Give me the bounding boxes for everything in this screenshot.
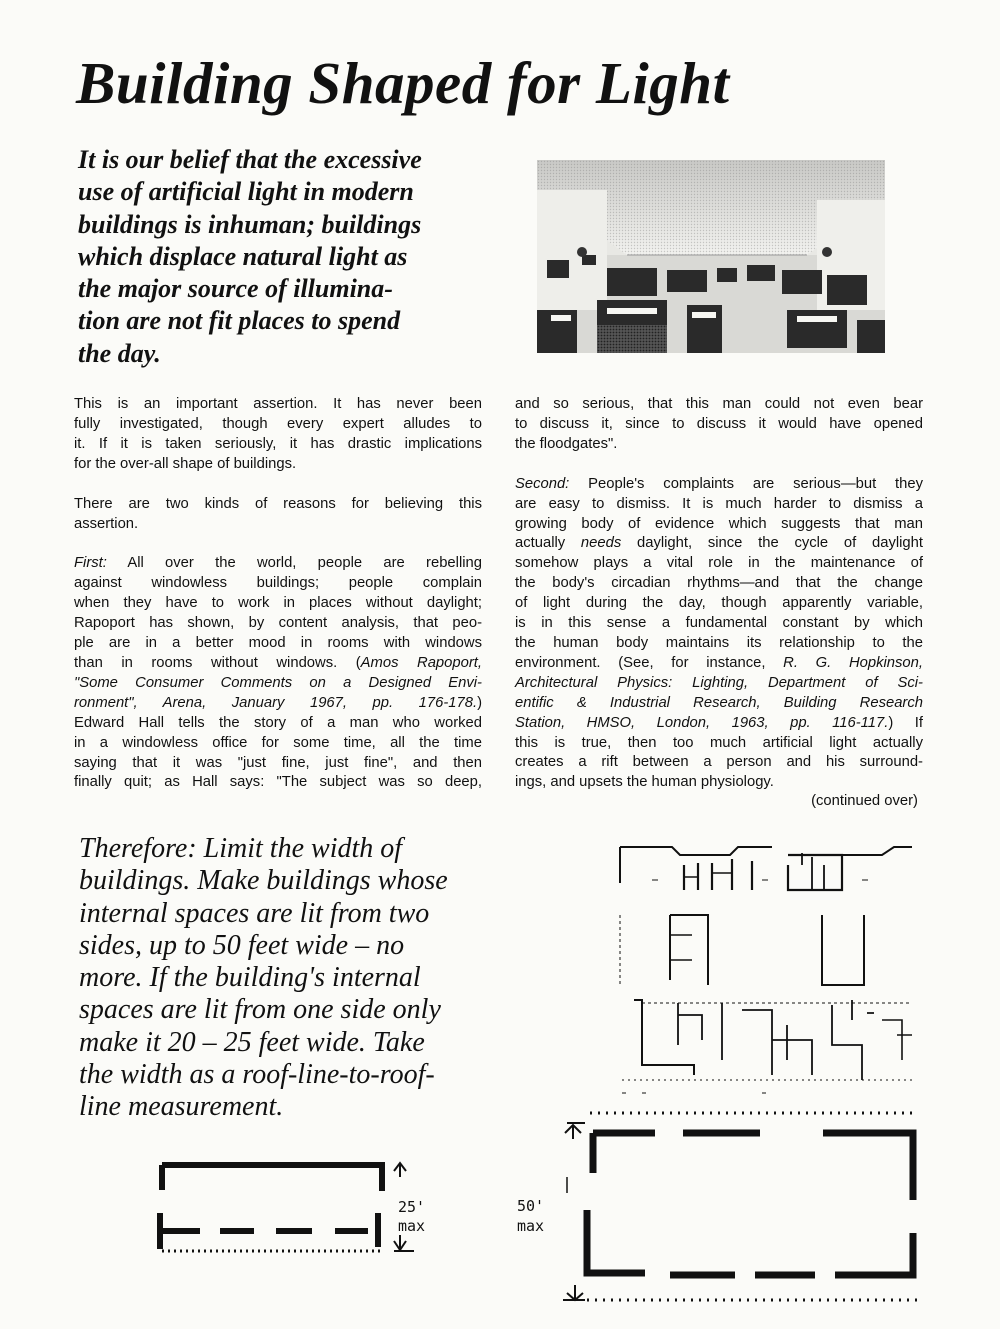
text-line bbox=[515, 694, 923, 714]
text-line: to discuss it, since to discuss it would have opened bbox=[515, 415, 923, 432]
text-run: People's complaints are serious—but they bbox=[569, 475, 923, 492]
text-line bbox=[515, 475, 923, 495]
lead-line: It is our belief that the excessive bbox=[78, 145, 422, 174]
page-title: Building Shaped for Light bbox=[76, 50, 730, 116]
dimension-unit: max bbox=[398, 1217, 426, 1235]
continued-note: (continued over) bbox=[811, 793, 918, 809]
text-line: saying that it was "just fine, just fine", and then bbox=[74, 754, 482, 771]
text-line: the human body maintains its relationship to the bbox=[515, 634, 923, 651]
emphasis: needs bbox=[580, 535, 622, 552]
citation: Architectural Physics: Lighting, Department of Sci- bbox=[515, 674, 923, 691]
paragraph-label: First: bbox=[74, 555, 107, 572]
lead-line: tion are not fit places to spend bbox=[78, 306, 401, 336]
dimension-label: 50' bbox=[517, 1197, 545, 1215]
text-line bbox=[515, 674, 923, 694]
text-run: actually bbox=[515, 535, 581, 552]
solution-line: internal spaces are lit from two bbox=[79, 897, 430, 929]
dimension-label: 25' bbox=[398, 1198, 426, 1216]
solution-line: make it 20 – 25 feet wide. Take bbox=[79, 1026, 425, 1058]
text-line: against windowless buildings; people complain bbox=[74, 575, 482, 592]
text-line: and so serious, that this man could not even bear bbox=[515, 396, 923, 412]
solution-line: more. If the building's internal bbox=[79, 962, 421, 994]
paragraph bbox=[515, 395, 923, 455]
text-line: the body's circadian rhythms—and that the change bbox=[515, 575, 923, 592]
lead-line: the major source of illumina- bbox=[78, 274, 393, 304]
text-line: creates a rift between a person and his surround- bbox=[515, 754, 923, 771]
text-line: are easy to dismiss. It is much harder to dismiss a bbox=[515, 495, 923, 512]
text-line: Rapoport has shown, by content analysis, that peo- bbox=[74, 615, 482, 632]
text-line bbox=[74, 694, 482, 714]
text-line: for the over-all shape of buildings. bbox=[74, 455, 297, 472]
office-interior-photo bbox=[537, 160, 885, 353]
text-line: ings, and upsets the human physiology. bbox=[515, 774, 774, 791]
text-line: ple are in a better mood in rooms with windows bbox=[74, 635, 482, 652]
paragraph bbox=[515, 475, 923, 794]
text-line: assertion. bbox=[74, 515, 139, 532]
lead-line: buildings is inhuman; buildings bbox=[78, 209, 422, 239]
text-line: this is true, then too much artificial light actually bbox=[515, 734, 923, 751]
paragraph-label: Second: bbox=[515, 475, 570, 492]
lead-statement bbox=[78, 144, 518, 370]
lead-line: the day. bbox=[78, 338, 161, 368]
floor-plan-drawing bbox=[612, 835, 920, 1095]
citation: ronment", Arena, January 1967, pp. 176-178. bbox=[74, 694, 478, 711]
text-line: somehow plays a vital role in the maintenance of bbox=[515, 555, 923, 572]
citation: entific & Industrial Research, Building Research bbox=[515, 694, 923, 711]
solution-line: spaces are lit from one side only bbox=[79, 994, 441, 1026]
citation: Amos Rapoport, bbox=[360, 654, 482, 671]
solution-line: Therefore: Limit the width of bbox=[79, 833, 403, 864]
text-line bbox=[74, 554, 482, 574]
solution-line: line measurement. bbox=[79, 1091, 284, 1123]
solution-statement bbox=[79, 833, 509, 1124]
text-line: growing body of evidence which suggests that man bbox=[515, 515, 923, 532]
paragraph bbox=[74, 395, 482, 475]
text-line: Edward Hall tells the story of a man who worked bbox=[74, 714, 482, 731]
text-line bbox=[515, 654, 923, 674]
text-line: fully investigated, though every expert alludes to bbox=[74, 415, 482, 432]
text-line bbox=[74, 674, 482, 694]
text-line bbox=[515, 714, 923, 734]
text-line bbox=[74, 654, 482, 674]
text-line: There are two kinds of reasons for believing this bbox=[74, 495, 482, 512]
paragraph bbox=[74, 495, 482, 535]
text-line: the floodgates". bbox=[515, 435, 618, 452]
solution-line: buildings. Make buildings whose bbox=[79, 865, 448, 897]
lead-line: use of artificial light in modern bbox=[78, 177, 414, 207]
text-line: of light during the day, though apparently variable, bbox=[515, 595, 923, 612]
text-line: in a windowless office for some time, all the time bbox=[74, 734, 482, 751]
text-line: This is an important assertion. It has never been bbox=[74, 396, 482, 412]
text-line bbox=[515, 534, 923, 554]
text-run: ) If bbox=[888, 714, 924, 731]
width-diagram-25ft bbox=[150, 1155, 450, 1265]
text-line: finally quit; as Hall says: "The subject was so deep, bbox=[74, 774, 482, 791]
text-line: is in this sense a fundamental constant by which bbox=[515, 615, 923, 632]
text-line: when they have to work in places without daylight; bbox=[74, 595, 482, 612]
solution-line: the width as a roof-line-to-roof- bbox=[79, 1059, 435, 1091]
body-column-right bbox=[515, 395, 923, 813]
dimension-unit: max bbox=[517, 1217, 545, 1235]
text-run: ) bbox=[477, 694, 482, 711]
body-column-left bbox=[74, 395, 482, 813]
solution-line: sides, up to 50 feet wide – no bbox=[79, 929, 405, 961]
paragraph bbox=[74, 554, 482, 793]
lead-line: which displace natural light as bbox=[78, 241, 408, 271]
text-run: environment. (See, for instance, bbox=[515, 654, 784, 671]
text-run: All over the world, people are rebelling bbox=[106, 555, 482, 572]
text-run: than in rooms without windows. ( bbox=[74, 654, 361, 671]
citation: Station, HMSO, London, 1963, pp. 116-117. bbox=[515, 714, 889, 731]
citation: R. G. Hopkinson, bbox=[783, 654, 924, 671]
text-run: daylight, since the cycle of daylight bbox=[621, 535, 923, 552]
citation: "Some Consumer Comments on a Designed Envi- bbox=[74, 674, 482, 691]
width-diagram-50ft bbox=[505, 1105, 925, 1315]
text-line: it. If it is taken seriously, it has drastic implications bbox=[74, 435, 482, 452]
